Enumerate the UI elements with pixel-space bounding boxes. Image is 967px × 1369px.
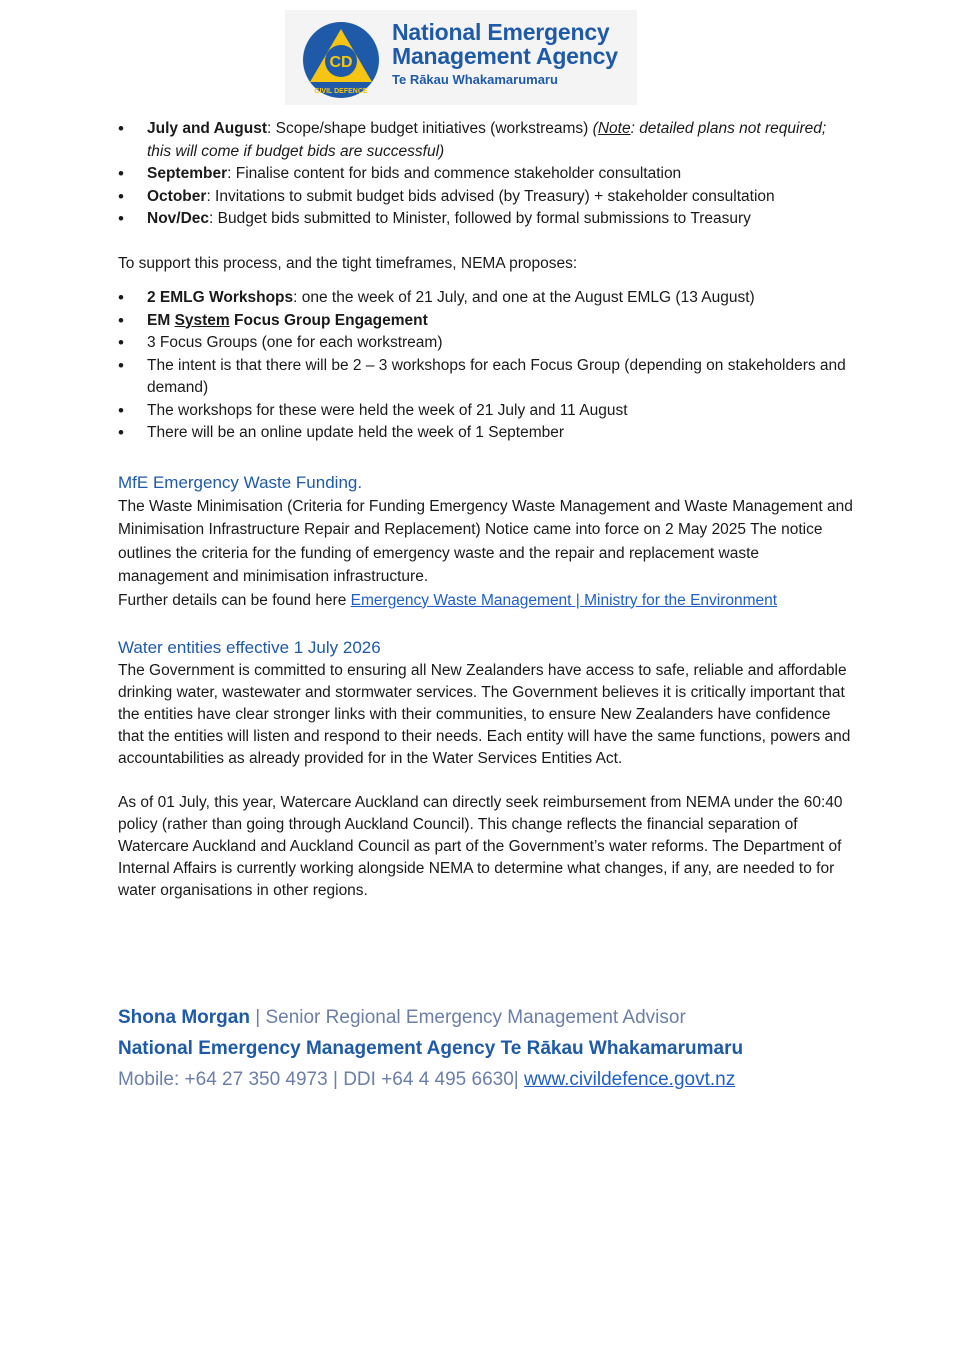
timeline-text: : Invitations to submit budget bids advised (by Treasury) + stakeholder consultation	[206, 187, 775, 205]
list-item: • EM System Focus Group Engagement	[118, 310, 853, 333]
signature-name: Shona Morgan	[118, 1007, 250, 1028]
water-paragraph-1: The Government is committed to ensuring all New Zealanders have access to safe, reliable and affordable drinking water, wastewater and stormwater services. The Government believes it is critically important that the entities have clear stronger links with their communities, to ensure New Zealanders have confidence that the entities will listen and respond to their needs. Each entity will have the same functions, powers and accountabilities as already provided for in the Water Services Entities Act.	[118, 662, 851, 767]
timeline-text: : Budget bids submitted to Minister, followed by formal submissions to Treasury	[209, 210, 751, 227]
list-item: • 2 EMLG Workshops: one the week of 21 July, and one at the August EMLG (13 August)	[118, 287, 853, 310]
mfe-further-details: Further details can be found here Emergency Waste Management | Ministry for the Environment	[118, 591, 778, 609]
timeline-text: : Finalise content for bids and commence stakeholder consultation	[227, 165, 682, 182]
mfe-link[interactable]: Emergency Waste Management | Ministry for the Environment	[350, 591, 778, 609]
note-label: Note	[597, 120, 631, 137]
org-name	[392, 20, 618, 68]
list-item	[118, 118, 853, 163]
org-name-line1: National Emergency	[392, 19, 610, 45]
list-item: • The workshops for these were held the week of 21 July and 11 August	[118, 400, 853, 423]
timeline-label: September	[147, 165, 228, 182]
mfe-body: The Waste Minimisation (Criteria for Funding Emergency Waste Management and Waste Management and Minimisation Infrastructure Repair and Replacement) Notice came into force on 2 May 2025 The notice outlines the criteria for the funding of emergency waste and the repair and replacement waste management and minimisation infrastructure.	[118, 497, 853, 585]
list-item	[118, 186, 853, 209]
list-item: • There will be an online update held the week of 1 September	[118, 422, 853, 445]
website-link[interactable]: www.civildefence.govt.nz	[524, 1069, 736, 1090]
logo-text: CIVIL DEFENCE	[314, 88, 368, 95]
timeline-label: July and August	[147, 120, 267, 137]
email-signature	[118, 1002, 743, 1095]
proposals-list	[118, 287, 853, 445]
org-name-line2: Management Agency	[392, 43, 618, 69]
timeline-label: Nov/Dec	[147, 210, 210, 227]
intro-text: To support this process, and the tight timeframes, NEMA proposes:	[118, 254, 578, 272]
list-item: • 3 Focus Groups (one for each workstream)	[118, 332, 853, 355]
water-heading: Water entities effective 1 July 2026	[118, 638, 381, 657]
civil-defence-logo	[301, 20, 381, 100]
signature-contact: Mobile: +64 27 350 4973 | DDI +64 4 495 6630| www.civildefence.govt.nz	[118, 1069, 736, 1090]
mfe-heading: MfE Emergency Waste Funding.	[118, 472, 363, 492]
timeline-text: : Scope/shape budget initiatives (workstreams)	[267, 120, 593, 137]
org-subtitle: Te Rākau Whakamarumaru	[392, 72, 558, 87]
list-item: • The intent is that there will be 2 – 3 workshops for each Focus Group (depending on stakeholders and demand)	[118, 355, 853, 400]
timeline-label: October	[147, 187, 207, 205]
document-body	[118, 118, 853, 902]
signature-name-line: Shona Morgan | Senior Regional Emergency Management Advisor	[118, 1007, 686, 1028]
note: (Note: detailed plans not required; this will come if budget bids are successful)	[147, 120, 827, 160]
timeline-list	[118, 118, 853, 231]
water-paragraph-2: As of 01 July, this year, Watercare Auckland can directly seek reimbursement from NEMA under the 60:40 policy (rather than going through Auckland Council). This change reflects the financial separation of Watercare Auckland and Auckland Council as part of the Government’s water reforms. The Department of Internal Affairs is currently working alongside NEMA to determine what changes, if any, are needed to for water organisations in other regions.	[118, 794, 843, 899]
signature-role: Senior Regional Emergency Management Advisor	[265, 1007, 686, 1028]
list-item	[118, 208, 853, 231]
signature-agency: National Emergency Management Agency Te Rākau Whakamarumaru	[118, 1038, 744, 1059]
list-item	[118, 163, 853, 186]
letterhead	[285, 10, 637, 105]
logo-letters: CD	[329, 54, 353, 71]
